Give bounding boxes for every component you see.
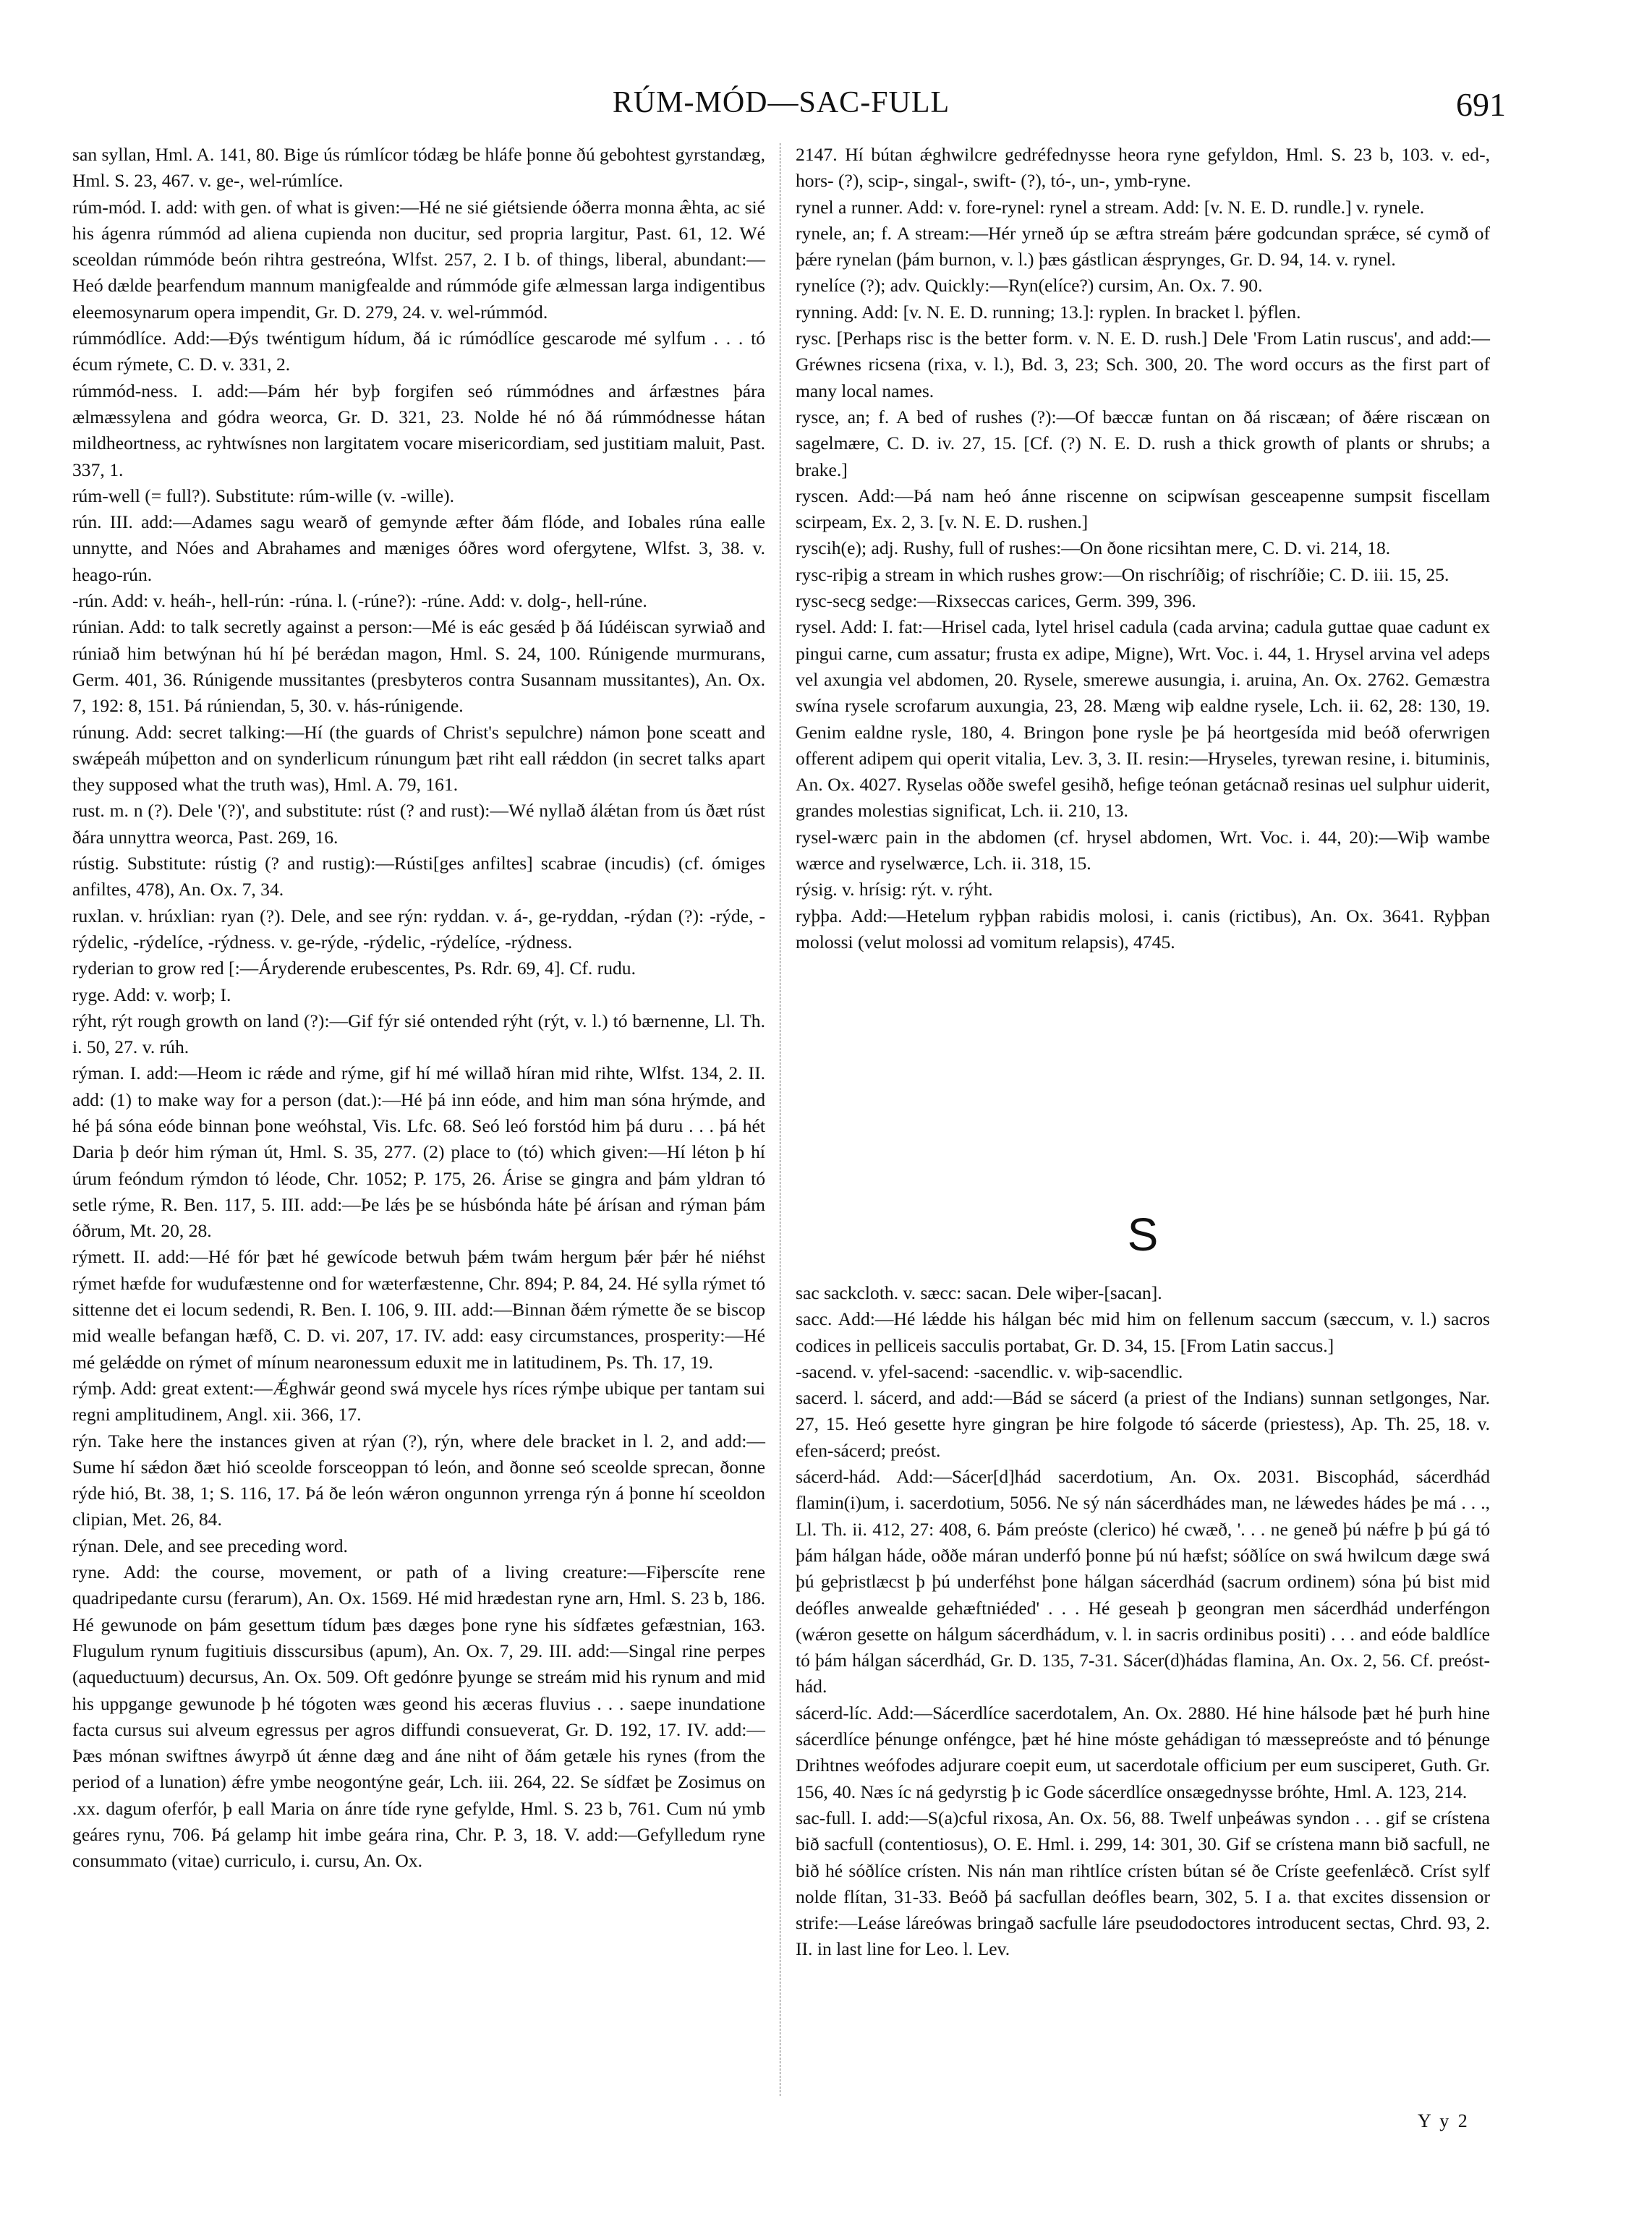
dictionary-entry: rysc-secg sedge:—Rixseccas carices, Germ. 399, 396. xyxy=(796,590,1196,612)
dictionary-entry: rynel a runner. Add: v. fore-rynel: rynel a stream. Add: [v. N. E. D. rundle.] v. rynele. xyxy=(796,196,1425,218)
dictionary-entry: -rún. Add: v. heáh-, hell-rún: -rúna. l. (-rúne?): -rúne. Add: v. dolg-, hell-rúne. xyxy=(72,590,647,612)
dictionary-entry: sac-full. I. add:—S(a)cful rixosa, An. Ox. 56, 88. Twelf unþeáwas syndon . . . gif se crístena bið sacfull (contentiosus), O. E. Hml. i. 299, 14: 301, 30. Gif se crístena mann bið sacfull, ne bið hé sóðlíce crísten. Nis nán man rihtlíce crísten bútan sé ðe Críste geefenlǽcð. Críst sylf nolde flítan, 31-33. Beóð þá sacfullan deófles bearn, 302, 5. I a. that excites dissension or strife:—Leáse láreówas bringað sacfulle láre pseudodoctores introducent sectas, Chrd. 93, 2. II. in last line for Leo. l. Lev. xyxy=(796,1807,1490,1960)
dictionary-entry: rýmþ. Add: great extent:—Ǽghwár geond swá mycele hys ríces rýmþe ubique per tantam sui regni amplitudinem, Angl. xii. 366, 17. xyxy=(72,1377,765,1426)
signature-mark: Y y 2 xyxy=(1418,2110,1470,2131)
dictionary-entry: rysel. Add: I. fat:—Hrisel cada, lytel hrisel cadula (cada arvina; cadula guttae quae cadunt ex pingui carne, cum assatur; frusta ex adipe, Migne), Wrt. Voc. i. 44, 1. Hrysel arvina vel adeps vel axungia vel abdomen, 20. Rysele, smerewe ausungia, i. aruina, An. Ox. 2762. Gemæstra swína rysele scrofarum auxungia, 23, 28. Mæng wiþ ealdne rysele, Lch. ii. 62, 28: 130, 19. Genim ealdne rysle, 180, 4. Bringon þone rysle þe þá heortgesída mid beóð oferwrigen offerent adipem qui operit vitalia, Lev. 3, 3. II. resin:—Hryseles, tyrewan resine, i. bituminis, An. Ox. 4027. Ryselas oððe swefel gesihð, heﬁge teónan getácnað resinas uel sulphur uiderit, grandes molestias significat, Lch. ii. 210, 13. xyxy=(796,616,1490,822)
dictionary-entry: san syllan, Hml. A. 141, 80. Bige ús rúmlícor tódæg be hláfe þonne ðú gebohtest gyrstandæg, Hml. S. 23, 467. v. ge-, wel-rúmlíce. xyxy=(72,144,765,192)
dictionary-entry: rysce, an; f. A bed of rushes (?):—Of bæccæ funtan on ðá riscæan; of ðǽre riscæan on sagelmære, C. D. iv. 27, 15. [Cf. (?) N. E. D. rush a thick growth of plants or shrubs; a brake.] xyxy=(796,406,1490,480)
left-column xyxy=(72,142,765,1875)
dictionary-entry: rysel-wærc pain in the abdomen (cf. hrysel abdomen, Wrt. Voc. i. 44, 20):—Wiþ wambe wærce and ryselwærce, Lch. ii. 318, 15. xyxy=(796,826,1490,874)
page-header xyxy=(72,85,1506,123)
dictionary-entry: sácerd-hád. Add:—Sácer[d]hád sacerdotium, An. Ox. 2031. Biscophád, sácerdhád flamin(i)um, i. sacerdotium, 5056. Ne sý nán sácerdhádes man, ne lǽwedes hádes þe má . . ., Ll. Th. ii. 412, 27: 408, 6. Þám preóste (clerico) hé cwæð, '. . . ne geneð þú nǽfre þ þú gá tó þám hálgan háde, oððe máran underfó þonne þú nú hæfst; sóðlíce on swá hwilcum dæge swá þú geþristlæcst þ þú underféhst þone hálgan sácerdhád (sacrum ordinem) sóna þú bist mid deófles anwealde gehæftniéded' . . . Hé geseah þ geongran men sácerdhád underféngon (wǽron gesette on hálgum sácerdhádum, v. l. in sacris ordinibus positi) . . . and eóde baldlíce tó þám hálgan sácerdhád, Gr. D. 135, 7-31. Sácer(d)hádas flamina, An. Ox. 2, 56. Cf. preóst-hád. xyxy=(796,1466,1490,1697)
dictionary-entry: rýsig. v. hrísig: rýt. v. rýht. xyxy=(796,879,993,900)
dictionary-entry: sacerd. l. sácerd, and add:—Bád se sácerd (a priest of the Indians) sunnan setlgonges, Nar. 27, 15. Heó gesette hyre gingran þe hire folgode tó sácerde (priestess), Ap. Th. 25, 18. v. efen-sácerd; preóst. xyxy=(796,1387,1490,1461)
dictionary-entry: ryþþa. Add:—Hetelum ryþþan rabidis molosi, i. canis (rictibus), An. Ox. 3641. Ryþþan molossi (velut molossi ad vomitum relapsis), 4745. xyxy=(796,905,1490,953)
dictionary-entry: sacc. Add:—Hé lǽdde his hálgan béc mid him on fellenum saccum (sæccum, v. l.) sacros codices in pelliceis sacculis portabat, Gr. D. 34, 15. [From Latin saccus.] xyxy=(796,1308,1490,1356)
right-column-lower xyxy=(796,1280,1490,1963)
dictionary-entry: rynelíce (?); adv. Quickly:—Ryn(elíce?) cursim, An. Ox. 7. 90. xyxy=(796,275,1263,297)
dictionary-entry: -sacend. v. yfel-sacend: -sacendlic. v. wiþ-sacendlic. xyxy=(796,1360,1183,1382)
dictionary-entry: ryscen. Add:—Þá nam heó ánne riscenne on scipwísan gesceapenne sumpsit fiscellam scirpeam, Ex. 2, 3. [v. N. E. D. rushen.] xyxy=(796,485,1490,533)
dictionary-entry: rýmett. II. add:—Hé fór þæt hé gewícode betwuh þǽm twám hergum þǽr þǽr hé niéhst rýmet hæfde for wudufæstenne ond for wæterfæstenne, Chr. 894; P. 84, 24. Hé sylla rýmet tó sittenne det ei locum sedendi, R. Ben. I. 106, 9. III. add:—Binnan ðǽm rýmette ðe se biscop mid wealle befangan hæfð, C. D. vi. 207, 17. IV. add: easy circumstances, prosperity:—Hé mé gelǽdde on rýmet of mínum nearonessum eduxit me in latitudinem, Ps. Th. 17, 19. xyxy=(72,1246,765,1373)
dictionary-entry: rysc-riþig a stream in which rushes grow:—On rischríðig; of rischríðie; C. D. iii. 15, 25. xyxy=(796,563,1449,585)
dictionary-entry: rynele, an; f. A stream:—Hér yrneð úp se æftra streám þǽre godcundan sprǽce, sé cymð of þǽre rynelan (þám burnon, v. l.) þæs gástlican ǽsprynges, Gr. D. 94, 14. v. rynel. xyxy=(796,222,1490,270)
dictionary-entry: ryscih(e); adj. Rushy, full of rushes:—On ðone ricsihtan mere, C. D. vi. 214, 18. xyxy=(796,537,1391,559)
dictionary-entry: rúm-well (= full?). Substitute: rúm-wille (v. -wille). xyxy=(72,485,455,506)
dictionary-entry: ryderian to grow red [:—Áryderende erubescentes, Ps. Rdr. 69, 4]. Cf. rudu. xyxy=(72,958,636,979)
page-number: 691 xyxy=(1456,86,1506,123)
dictionary-entry: rústig. Substitute: rústig (? and rustig):—Rústi[ges anfiltes] scabrae (incudis) (cf. ómiges anfiltes, 478), An. Ox. 7, 34. xyxy=(72,853,765,900)
dictionary-entry: 2147. Hí bútan ǽghwilcre gedréfednysse heora ryne gefyldon, Hml. S. 23 b, 103. v. ed-, hors- (?), scip-, singal-, swift- (?), tó-, un-, ymb-ryne. xyxy=(796,144,1490,192)
dictionary-entry: rúnung. Add: secret talking:—Hí (the guards of Christ's sepulchre) námon þone sceatt and swǽpeáh múþetton and on synderlicum rúnungum þæt riht eall rǽddon (in secret talks apart they supposed what the truth was), Hml. A. 79, 161. xyxy=(72,721,765,796)
dictionary-entry: rúmmódlíce. Add:—Ðýs twéntigum hídum, ðá ic rúmódlíce gescarode mé sylfum . . . tó écum rýmete, C. D. v. 331, 2. xyxy=(72,328,765,375)
section-letter: S xyxy=(1127,1209,1159,1261)
dictionary-entry: rýn. Take here the instances given at rýan (?), rýn, where dele bracket in l. 2, and add:—Sume hí sǽdon ðæt hió sceolde forsceoppan tó león, and ðonne seó sceolde sprecan, ðonne rýde hió, Bt. 38, 1; S. 116, 17. Þá ðe león wǽron ongunnon yrrenga rýn á þonne hí sceoldon clipian, Met. 26, 84. xyxy=(72,1430,765,1530)
running-title: RÚM-MÓD—SAC-FULL xyxy=(612,86,950,119)
dictionary-entry: sac sackcloth. v. sæcc: sacan. Dele wiþer-[sacan]. xyxy=(796,1282,1162,1303)
dictionary-entry: rysc. [Perhaps risc is the better form. v. N. E. D. rush.] Dele 'From Latin ruscus', and add:—Gréwnes ricsena (rixa, v. l.), Bd. 3, 23; Sch. 300, 20. The word occurs as the first part of many local names. xyxy=(796,328,1490,401)
dictionary-entry: rynning. Add: [v. N. E. D. running; 13.]: ryplen. In bracket l. þýflen. xyxy=(796,301,1301,323)
dictionary-entry: rún. III. add:—Adames sagu wearð of gemynde æfter ðám flóde, and Iobales rúna ealle unnytte, and Nóes and Abrahames and mæniges óðres word ofergytene, Wlfst. 3, 38. v. heago-rún. xyxy=(72,511,765,585)
dictionary-entry: ryge. Add: v. worþ; I. xyxy=(72,984,231,1005)
dictionary-entry: rýht, rýt rough growth on land (?):—Gif fýr sié ontended rýht (rýt, v. l.) tó bærnenne, Ll. Th. i. 50, 27. v. rúh. xyxy=(72,1010,765,1058)
dictionary-entry: ryne. Add: the course, movement, or path of a living creature:—Fiþerscíte rene quadripedante cursu (ferarum), An. Ox. 1569. Hé mid hrædestan ryne arn, Hml. S. 23 b, 186. Hé gewunode on þám gesettum tídum þæs dæges þone ryne his sídfætes gefæstnian, 163. Flugulum rynum fugitiuis disscursibus (apum), An. Ox. 7, 29. III. add:—Singal rine perpes (aqueductuum) decursus, An. Ox. 509. Oft gedónre þyunge se streám mid his rynum and mid his uppgange gewunode þ hé tógoten wæs geond his æceras fluvius . . . saepe inundatione facta cursus sui alveum egressus per agros diffundi consueverat, Gr. D. 192, 17. IV. add:—Þæs mónan swiftnes áwyrpð út ǽnne dæg and áne niht of ðám getæle his rynes (from the period of a lunation) ǽfre ymbe neogontýne geár, Lch. iii. 264, 22. Se sídfæt þe Zosimus on .xx. dagum oferfór, þ eall Maria on ánre tíde ryne gefylde, Hml. S. 23 b, 761. Cum nú ymb geáres rynu, 706. Þá gelamp hit imbe geára rina, Chr. P. 3, 18. V. add:—Gefylledum ryne consummato (vitae) curriculo, i. cursu, An. Ox. xyxy=(72,1561,765,1872)
dictionary-entry: sácerd-líc. Add:—Sácerdlíce sacerdotalem, An. Ox. 2880. Hé hine hálsode þæt hé þurh hine sácerdlíce þénunge onféngce, þæt hé hine móste gehádigan tó mæssepreóste and tó þénunge Drihtnes weófodes adjurare coepit eum, ut sacerdotale officium per eum susciperet, Guth. Gr. 156, 40. Næs íc ná gedyrstig þ ic Gode sácerdlíce onsægednysse bróhte, Hml. A. 123, 214. xyxy=(796,1702,1490,1802)
dictionary-entry: rúnian. Add: to talk secretly against a person:—Mé is eác gesǽd þ ðá Iúdéiscan syrwiað and rúniað him betwýnan hú hí þé berǽdan magon, Hml. S. 24, 100. Rúnigende murmurans, Germ. 401, 36. Rúnigende mussitantes (presbyteros contra Susannam mussitantes), An. Ox. 7, 192: 8, 151. Þá rúniendan, 5, 30. v. hás-rúnigende. xyxy=(72,616,765,717)
dictionary-entry: ruxlan. v. hrúxlian: ryan (?). Dele, and see rýn: ryddan. v. á-, ge-ryddan, -rýdan (?): -rýde, -rýdelic, -rýdelíce, -rýdness. v. ge-rýde, -rýdelic, -rýdelíce, -rýdness. xyxy=(72,905,765,953)
right-column-upper xyxy=(796,142,1490,955)
dictionary-entry: rýnan. Dele, and see preceding word. xyxy=(72,1535,348,1556)
dictionary-entry: rúmmód-ness. I. add:—Þám hér byþ forgifen seó rúmmódnes and árfæstnes þára ælmæssylena and gódra weorca, Gr. D. 321, 23. Nolde hé nó ðá rúmmódnesse hátan mildheortness, ac ryhtwísnes non largitatem vocare misericordiam, sed justitiam maluit, Past. 337, 1. xyxy=(72,380,765,480)
dictionary-entry: rýman. I. add:—Heom ic rǽde and rýme, gif hí mé willað híran mid rihte, Wlfst. 134, 2. II. add: (1) to make way for a person (dat.):—Hé þá inn eóde, and him man sóna hrýmde, and hé þá sóna eóde binnan þone weóhstal, Vis. Lfc. 68. Seó leó forstód him þá duru . . . þá hét Daria þ deór him rýman út, Hml. S. 35, 277. (2) place to (tó) which given:—Hí léton þ hí úrum feóndum rýmdon tó léode, Chr. 1052; P. 175, 26. Árise se gingra and þám yldran tó setle rýme, R. Ben. 117, 5. III. add:—Þe lǽs þe se húsbónda háte þé árísan and rýman þám óðrum, Mt. 20, 28. xyxy=(72,1062,765,1242)
dictionary-entry: rust. m. n (?). Dele '(?)', and substitute: rúst (? and rust):—Wé nyllað álǽtan from ús ðæt rúst ðára unnyttra weorca, Past. 269, 16. xyxy=(72,800,765,848)
dictionary-entry: rúm-mód. I. add: with gen. of what is given:—Hé ne sié giétsiende óðerra monna æ̂hta, ac sié his ágenra rúmmód ad aliena cupienda non ducitur, sed propria largitur, Past. 61, 12. Wé sceoldan rúmmóde beón rihtra gestreóna, Wlfst. 257, 2. I b. of things, liberal, abundant:—Heó dælde þearfendum mannum manigfealde and rúmmóde gife ælmessan larga indigentibus eleemosynarum opera impendit, Gr. D. 279, 24. v. wel-rúmmód. xyxy=(72,196,765,323)
